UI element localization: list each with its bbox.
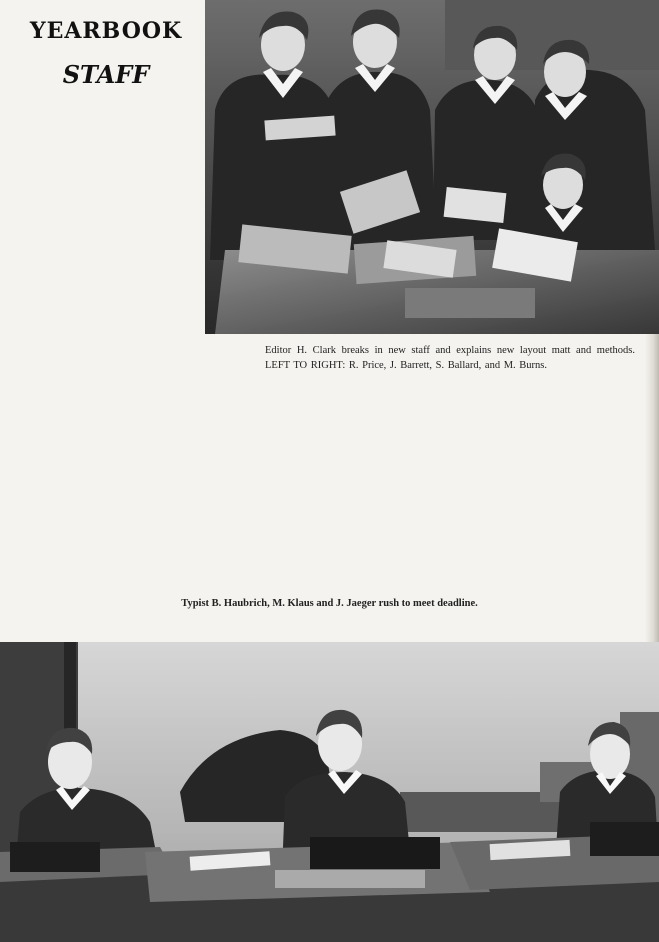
staff-meeting-illustration [205, 0, 659, 334]
title-line-1: yearbook [29, 10, 183, 46]
staff-meeting-photo [205, 0, 659, 334]
bottom-photo-caption: Typist B. Haubrich, M. Klaus and J. Jaeger rush to meet deadline. [181, 598, 478, 609]
typists-illustration [0, 642, 659, 942]
title-line-2: staff [62, 51, 150, 92]
page-title [6, 12, 206, 90]
top-photo-caption: Editor H. Clark breaks in new staff and explains new layout matt and methods. LEFT TO RIGHT: R. Price, J. Barrett, S. Ballard, and M. Burns. [265, 345, 635, 371]
typists-photo [0, 642, 659, 942]
